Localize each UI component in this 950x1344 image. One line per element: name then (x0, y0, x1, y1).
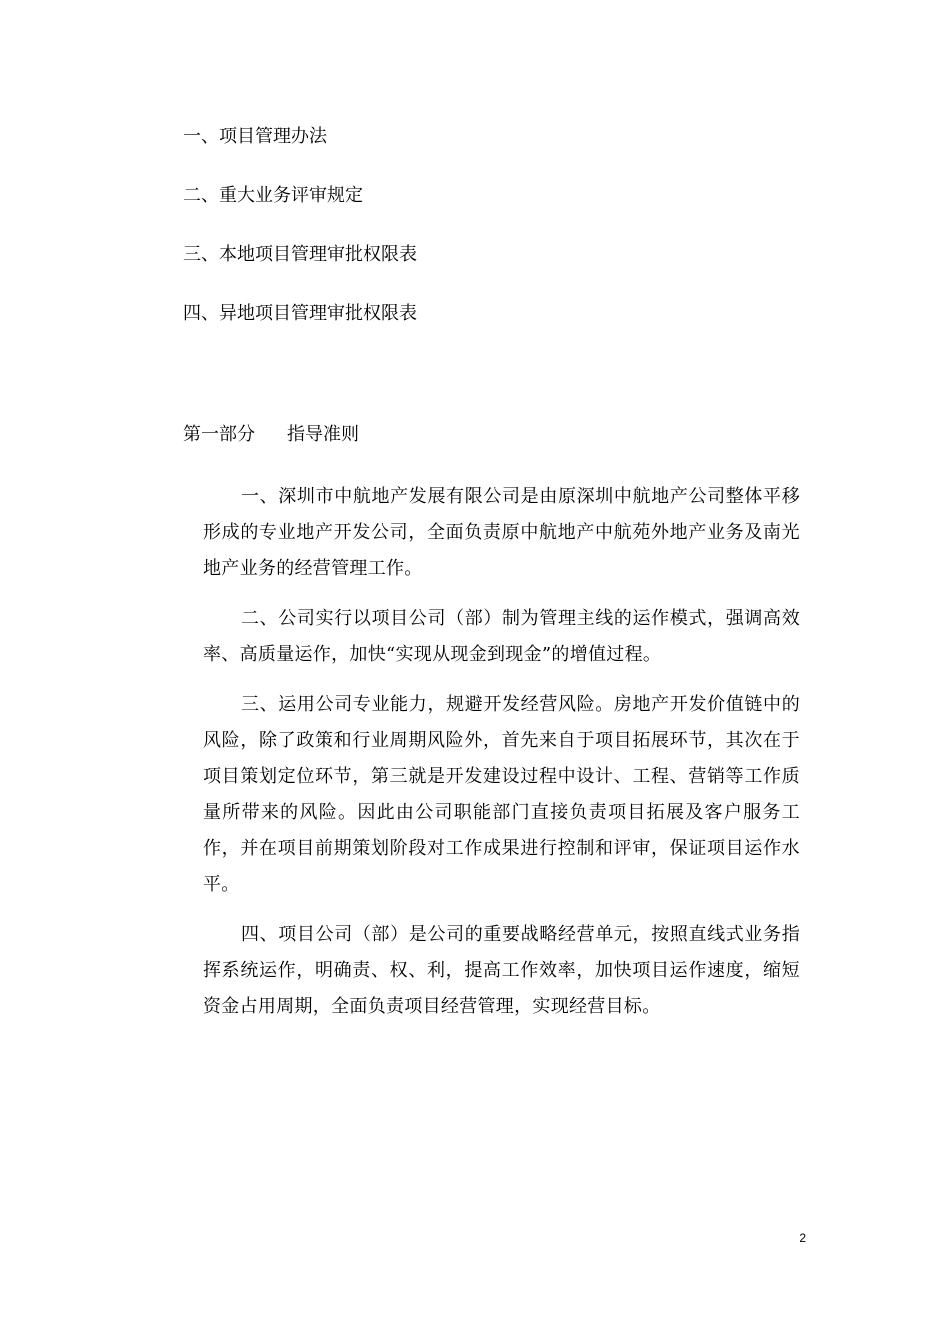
paragraph: 四、项目公司（部）是公司的重要战略经营单元，按照直线式业务指挥系统运作，明确责、权、利，提高工作效率，加快项目运作速度，缩短资金占用周期，全面负责项目经营管理，实现经营目标。 (203, 924, 800, 1017)
section-number: 第一部分 (183, 424, 255, 445)
toc-item: 一、项目管理办法 (183, 126, 327, 147)
body-text (203, 479, 800, 1039)
paragraph: 一、深圳市中航地产发展有限公司是由原深圳中航地产公司整体平移形成的专业地产开发公司，全面负责原中航地产中航苑外地产业务及南光地产业务的经营管理工作。 (203, 486, 800, 579)
section-heading (183, 420, 359, 450)
toc-item: 四、异地项目管理审批权限表 (183, 303, 417, 324)
section-title: 指导准则 (287, 424, 359, 445)
table-of-contents (183, 122, 783, 358)
toc-item: 二、重大业务评审规定 (183, 185, 363, 206)
paragraph: 二、公司实行以项目公司（部）制为管理主线的运作模式，强调高效率、高质量运作，加快“实现从现金到现金”的增值过程。 (203, 608, 800, 665)
paragraph: 三、运用公司专业能力，规避开发经营风险。房地产开发价值链中的风险，除了政策和行业周期风险外，首先来自于项目拓展环节，其次在于项目策划定位环节，第三就是开发建设过程中设计、工程、营销等工作质量所带来的风险。因此由公司职能部门直接负责项目拓展及客户服务工作，并在项目前期策划阶段对工作成果进行控制和评审，保证项目运作水平。 (203, 694, 800, 895)
toc-item: 三、本地项目管理审批权限表 (183, 244, 417, 265)
page-number: 2 (799, 1231, 806, 1245)
